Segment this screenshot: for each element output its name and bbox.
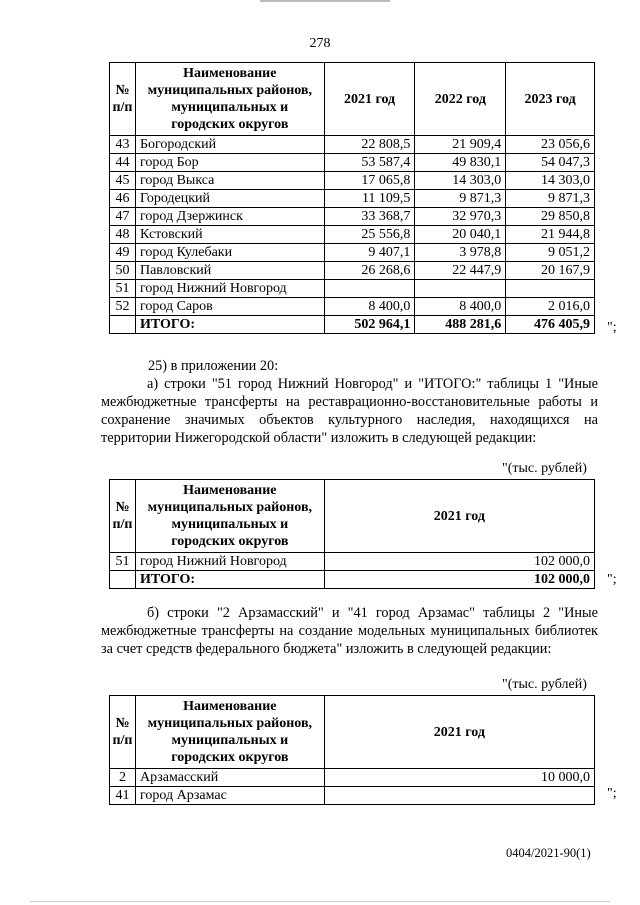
row-name: город Арзамас (135, 787, 324, 805)
row-2022: 32 970,3 (415, 208, 506, 226)
table-row (110, 208, 595, 226)
paragraph-b: б) строки "2 Арзамасский" и "41 город Арзамас" таблицы 2 "Иные межбюджетные трансферты на создание модельных муниципальных библиотек за счет средств федерального бюджета" изложить в следующей редакции: (101, 605, 598, 657)
total-2022: 488 281,6 (415, 316, 506, 334)
total-num-empty (110, 316, 136, 334)
table-row (110, 136, 595, 154)
row-name: город Бор (135, 154, 324, 172)
row-2021: 8 400,0 (324, 298, 415, 316)
total-row (110, 571, 595, 589)
row-2022: 3 978,8 (415, 244, 506, 262)
table-row (110, 172, 595, 190)
row-num: 52 (110, 298, 136, 316)
row-2023: 23 056,6 (506, 136, 595, 154)
table-2 (109, 479, 595, 589)
row-2022: 9 871,3 (415, 190, 506, 208)
row-2021: 25 556,8 (324, 226, 415, 244)
row-2023: 9 051,2 (506, 244, 595, 262)
section-25-paragraph-a: а) строки "51 город Нижний Новгород" и "ИТОГО:" таблицы 1 "Иные межбюджетные трансферты на реставрационно-восстановительные работы и сохранение значимых объектов культурного наследия, находящихся на территории Нижегородской области" изложить в следующей редакции: (101, 376, 598, 446)
table-3-closing-quote: "; (607, 786, 617, 801)
table-1 (109, 62, 595, 334)
row-name: Городецкий (135, 190, 324, 208)
total-2021: 502 964,1 (324, 316, 415, 334)
row-2021 (324, 787, 594, 805)
col-header-num: № п/п (110, 480, 136, 553)
bottom-scan-mark (30, 901, 610, 902)
row-2023: 29 850,8 (506, 208, 595, 226)
row-name: город Выкса (135, 172, 324, 190)
table-row (110, 262, 595, 280)
row-2022: 20 040,1 (415, 226, 506, 244)
row-2022: 49 830,1 (415, 154, 506, 172)
table-header-row (110, 63, 595, 136)
table-row (110, 298, 595, 316)
row-num: 44 (110, 154, 136, 172)
table-row (110, 787, 595, 805)
page-number: 278 (309, 36, 331, 51)
col-header-2021: 2021 год (324, 480, 594, 553)
row-2021: 11 109,5 (324, 190, 415, 208)
row-2023: 2 016,0 (506, 298, 595, 316)
row-num: 2 (110, 769, 136, 787)
document-code: 0404/2021-90(1) (506, 846, 591, 860)
unit-label-2: "(тыс. рублей) (502, 677, 587, 692)
row-2021: 102 000,0 (324, 553, 594, 571)
row-2022: 14 303,0 (415, 172, 506, 190)
table-row (110, 226, 595, 244)
row-2022: 8 400,0 (415, 298, 506, 316)
row-name: Кстовский (135, 226, 324, 244)
row-name: Богородский (135, 136, 324, 154)
row-num: 45 (110, 172, 136, 190)
col-header-num: № п/п (110, 696, 136, 769)
row-num: 51 (110, 280, 136, 298)
row-name: город Дзержинск (135, 208, 324, 226)
table-header-row (110, 696, 595, 769)
row-2021 (324, 280, 415, 298)
col-header-name: Наименование муниципальных районов, муниципальных и городских округов (135, 63, 324, 136)
row-2021: 17 065,8 (324, 172, 415, 190)
row-num: 50 (110, 262, 136, 280)
row-2021: 53 587,4 (324, 154, 415, 172)
row-name: Арзамасский (135, 769, 324, 787)
row-2021: 22 808,5 (324, 136, 415, 154)
row-2023: 14 303,0 (506, 172, 595, 190)
table-2-closing-quote: "; (607, 572, 617, 587)
row-name: город Кулебаки (135, 244, 324, 262)
row-name: город Саров (135, 298, 324, 316)
table-row (110, 553, 595, 571)
row-2022: 22 447,9 (415, 262, 506, 280)
row-2023: 54 047,3 (506, 154, 595, 172)
col-header-name: Наименование муниципальных районов, муниципальных и городских округов (135, 696, 324, 769)
row-num: 48 (110, 226, 136, 244)
row-num: 41 (110, 787, 136, 805)
table-row (110, 244, 595, 262)
row-2022: 21 909,4 (415, 136, 506, 154)
row-2023: 9 871,3 (506, 190, 595, 208)
row-name: город Нижний Новгород (135, 553, 324, 571)
col-header-name: Наименование муниципальных районов, муниципальных и городских округов (135, 480, 324, 553)
row-name: город Нижний Новгород (135, 280, 324, 298)
row-2022 (415, 280, 506, 298)
row-2021: 26 268,6 (324, 262, 415, 280)
table-header-row (110, 480, 595, 553)
row-2021: 10 000,0 (324, 769, 594, 787)
total-2021: 102 000,0 (324, 571, 594, 589)
top-scan-mark (260, 0, 390, 2)
table-row (110, 190, 595, 208)
row-num: 46 (110, 190, 136, 208)
row-2023: 21 944,8 (506, 226, 595, 244)
row-2021: 9 407,1 (324, 244, 415, 262)
total-row (110, 316, 595, 334)
table-1-closing-quote: "; (607, 320, 617, 335)
total-label: ИТОГО: (135, 316, 324, 334)
total-2023: 476 405,9 (506, 316, 595, 334)
total-num-empty (110, 571, 136, 589)
col-header-2023: 2023 год (506, 63, 595, 136)
table-row (110, 154, 595, 172)
row-2021: 33 368,7 (324, 208, 415, 226)
table-3 (109, 695, 595, 805)
col-header-num: № п/п (110, 63, 136, 136)
col-header-2022: 2022 год (415, 63, 506, 136)
row-num: 51 (110, 553, 136, 571)
col-header-2021: 2021 год (324, 696, 594, 769)
row-num: 49 (110, 244, 136, 262)
row-name: Павловский (135, 262, 324, 280)
total-label: ИТОГО: (135, 571, 324, 589)
table-row (110, 769, 595, 787)
row-2023 (506, 280, 595, 298)
table-row (110, 280, 595, 298)
col-header-2021: 2021 год (324, 63, 415, 136)
row-num: 47 (110, 208, 136, 226)
unit-label-1: "(тыс. рублей) (502, 461, 587, 476)
row-2023: 20 167,9 (506, 262, 595, 280)
row-num: 43 (110, 136, 136, 154)
section-25-title: 25) в приложении 20: (148, 358, 279, 374)
